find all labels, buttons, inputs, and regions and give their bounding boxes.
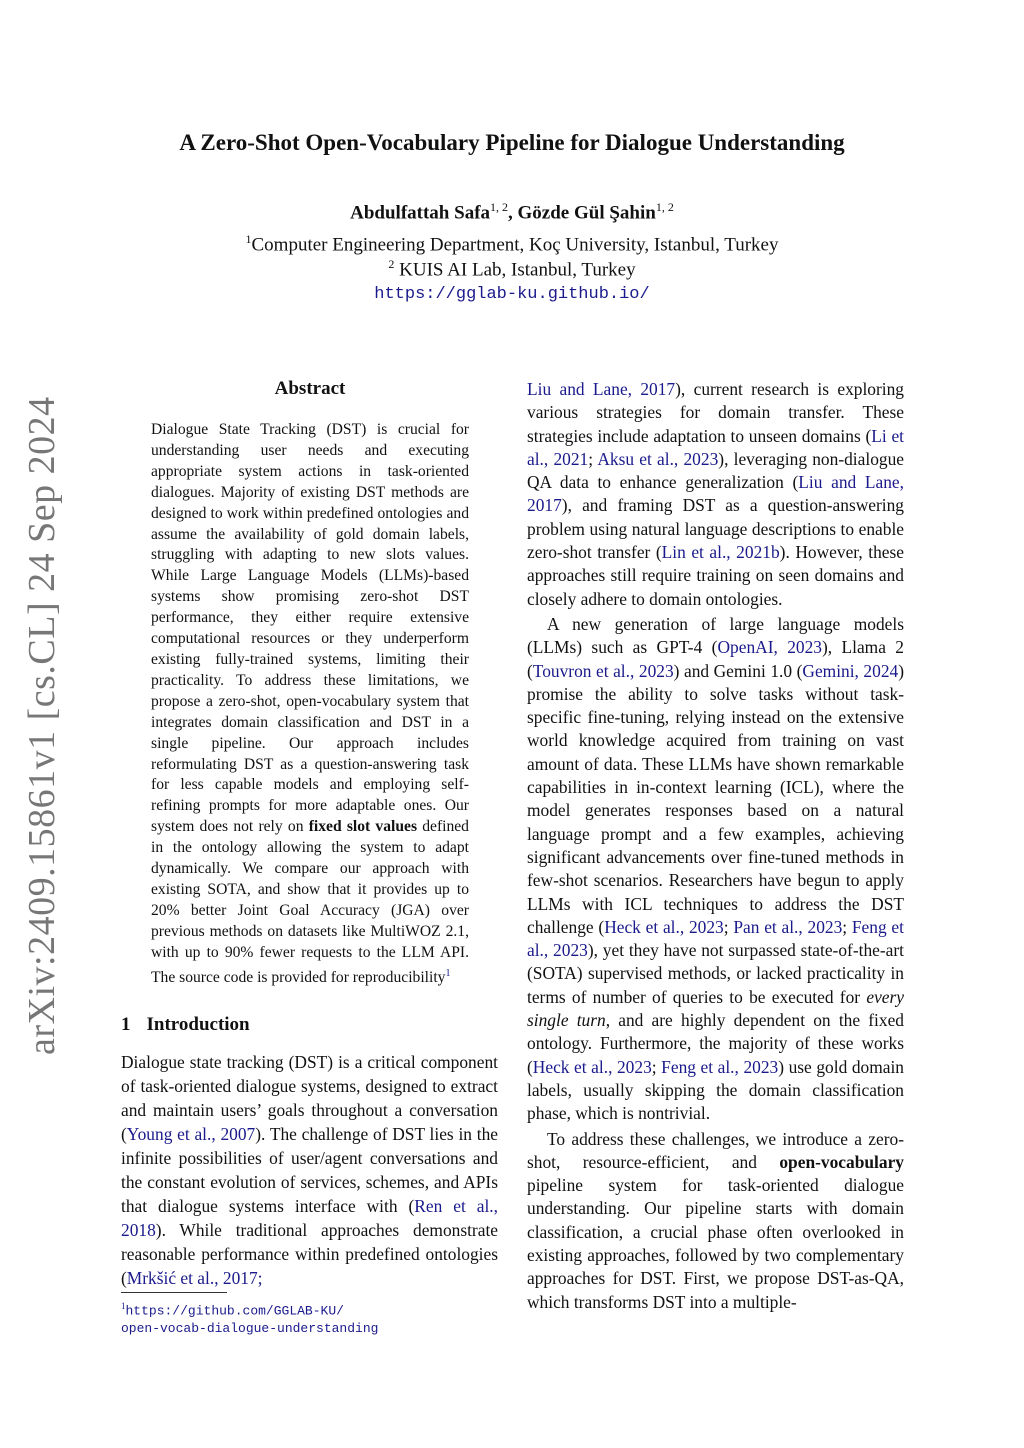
body-text: ), leveraging non-dialogue QA data to enhance generalization (: [527, 448, 904, 493]
body-text: ). The challenge of DST lies in the infinite possibilities of user/agent conversations and the constant evolution of services, schemes, and APIs that dialogue systems interface with (: [121, 1124, 498, 1216]
author-separator: ,: [508, 202, 518, 224]
affil-text: Computer Engineering Department, Koç University, Istanbul, Turkey: [251, 234, 779, 256]
citation-link[interactable]: Heck et al., 2023: [532, 1056, 652, 1077]
section-heading: [121, 1014, 250, 1036]
citation-link[interactable]: Li et al., 2021: [527, 425, 904, 469]
author-affil-mark: 1, 2: [655, 200, 674, 214]
footnote: [121, 1298, 501, 1337]
body-text: ;: [588, 448, 598, 469]
body-paragraph: [527, 378, 904, 611]
author-affil-mark: 1, 2: [490, 200, 509, 214]
citation-link[interactable]: Aksu et al., 2023: [597, 448, 719, 469]
abstract-bold-phrase: fixed slot values: [308, 818, 418, 836]
body-text: ), Llama 2 (: [527, 637, 905, 681]
intro-paragraph: [121, 1050, 498, 1290]
body-text: ), yet they have not surpassed state-of-the-art (SOTA) supervised methods, or lacked practicality in terms of number of queries to be executed for: [527, 940, 904, 1007]
affil-mark: 1: [245, 232, 252, 246]
footnote-url-link[interactable]: https://github.com/GGLAB-KU/: [125, 1303, 344, 1319]
footnote-number: 1: [121, 1301, 126, 1311]
body-text: ) use gold domain labels, usually skipping the domain classification phase, which is nontrivial.: [527, 1056, 904, 1124]
paper-title: A Zero-Shot Open-Vocabulary Pipeline for Dialogue Understanding: [179, 130, 845, 155]
citation-link[interactable]: Lin et al., 2021b: [661, 542, 780, 563]
footnote-marker[interactable]: 1: [445, 967, 451, 979]
body-paragraph: [527, 1128, 904, 1314]
citation-link[interactable]: Pan et al., 2023: [733, 916, 843, 937]
body-paragraph: [527, 613, 904, 1126]
italic-phrase: every single turn: [527, 986, 904, 1031]
citation-link[interactable]: Liu and Lane, 2017: [527, 379, 676, 399]
body-text: ). However, these approaches still require training on seen domains and closely adhere to domain ontologies.: [527, 542, 904, 609]
citation-link[interactable]: Liu and Lane, 2017: [527, 472, 904, 516]
bold-phrase: open-vocabulary: [779, 1151, 904, 1172]
right-column: [527, 378, 904, 1314]
affiliation-1: [0, 232, 1024, 256]
section-title: Introduction: [146, 1014, 250, 1035]
body-text: pipeline system for task-oriented dialogue understanding. Our pipeline starts with domain classification, a crucial phase often overlooked in existing approaches, followed by two complementary approaches for DST. First, we propose DST-as-QA, which transforms DST into a multiple-: [527, 1175, 904, 1312]
footnote-line-1: [121, 1298, 501, 1319]
body-text: ). While traditional approaches demonstrate reasonable performance within predefined ontologies (: [121, 1220, 498, 1288]
abstract-text: defined in the ontology allowing the system to adapt dynamically. We compare our approach with existing SOTA, and show that it provides up to 20% better Joint Goal Accuracy (JGA) over previous methods on datasets like MultiWOZ 2.1, with up to 90% fewer requests to the LLM API. The source code is provided for reproducibility: [151, 818, 469, 986]
body-text: To address these challenges, we introduce a zero-shot, resource-efficient, and: [527, 1128, 904, 1172]
affiliation-2: [0, 257, 1024, 281]
citation-link[interactable]: Feng et al., 2023: [527, 916, 904, 961]
affil-mark: 2: [388, 257, 395, 271]
lab-url-link[interactable]: https://gglab-ku.github.io/: [374, 285, 650, 304]
citation-link[interactable]: Gemini, 2024: [802, 660, 899, 681]
citation-link[interactable]: Feng et al., 2023: [661, 1056, 779, 1077]
citation-link[interactable]: Ren et al., 2018: [121, 1196, 498, 1240]
abstract-heading: Abstract: [274, 378, 346, 399]
body-text: ), current research is exploring various strategies for domain transfer. These strategies include adaptation to unseen domains (: [527, 379, 905, 446]
body-text: ;: [723, 916, 734, 937]
body-text: ;: [651, 1056, 662, 1077]
body-text: ) and Gemini 1.0 (: [673, 660, 803, 681]
author-line: [0, 200, 1024, 224]
author-name: Abdulfattah Safa: [350, 202, 491, 224]
body-text: , and are highly dependent on the fixed ontology. Furthermore, the majority of these works (: [527, 1010, 904, 1077]
body-text: ) promise the ability to solve tasks without task-specific fine-tuning, relying instead on the extensive world knowledge acquired from training on vast amount of data. These LLMs have shown remarkable capabilities in in-context learning (ICL), where the model generates responses based on a natural language prompt and a few examples, achieving significant advancements over fine-tuned methods in few-shot scenarios. Researchers have begun to apply LLMs with ICL techniques to address the DST challenge (: [527, 660, 905, 937]
author-name: Gözde Gül Şahin: [517, 202, 656, 224]
section-number: 1: [121, 1014, 131, 1035]
citation-link[interactable]: Touvron et al., 2023: [532, 660, 674, 681]
abstract-body: [151, 420, 469, 989]
footnote-line-2: [121, 1319, 501, 1337]
citation-link[interactable]: OpenAI, 2023: [717, 637, 822, 658]
body-text: ;: [842, 916, 852, 937]
affil-text: KUIS AI Lab, Istanbul, Turkey: [394, 259, 636, 281]
footnote-url-link[interactable]: open-vocab-dialogue-understanding: [121, 1321, 379, 1337]
citation-link[interactable]: Mrkšić et al., 2017;: [126, 1268, 263, 1288]
body-text: A new generation of large language models (LLMs) such as GPT-4 (: [527, 613, 904, 658]
body-text: ), and framing DST as a question-answering problem using natural language descriptions to enable zero-shot transfer (: [527, 495, 904, 563]
affiliation-url: [0, 283, 1024, 304]
abstract-text: Dialogue State Tracking (DST) is crucial for understanding user needs and executing appropriate system actions in task-oriented dialogues. Majority of existing DST methods are designed to work within predefined ontologies and assume the availability of gold domain labels, struggling with adapting to new slots values. While Large Language Models (LLMs)-based systems show promising zero-shot DST performance, they either require extensive computational resources or they underperform existing fully-trained systems, limiting their practicality. To address these limitations, we propose a zero-shot, open-vocabulary system that integrates domain classification and DST in a single pipeline. Our approach includes reformulating DST as a question-answering task for less capable models and employing self-refining prompts for more adaptable ones. Our system does not rely on: [151, 421, 469, 836]
footnote-divider: [121, 1292, 227, 1293]
citation-link[interactable]: Heck et al., 2023: [604, 916, 724, 937]
citation-link[interactable]: Young et al., 2007: [126, 1124, 256, 1144]
body-text: Dialogue state tracking (DST) is a critical component of task-oriented dialogue systems, designed to extract and maintain users’ goals throughout a conversation (: [121, 1052, 498, 1144]
arxiv-stamp: arXiv:2409.15861v1 [cs.CL] 24 Sep 2024: [21, 396, 63, 1055]
